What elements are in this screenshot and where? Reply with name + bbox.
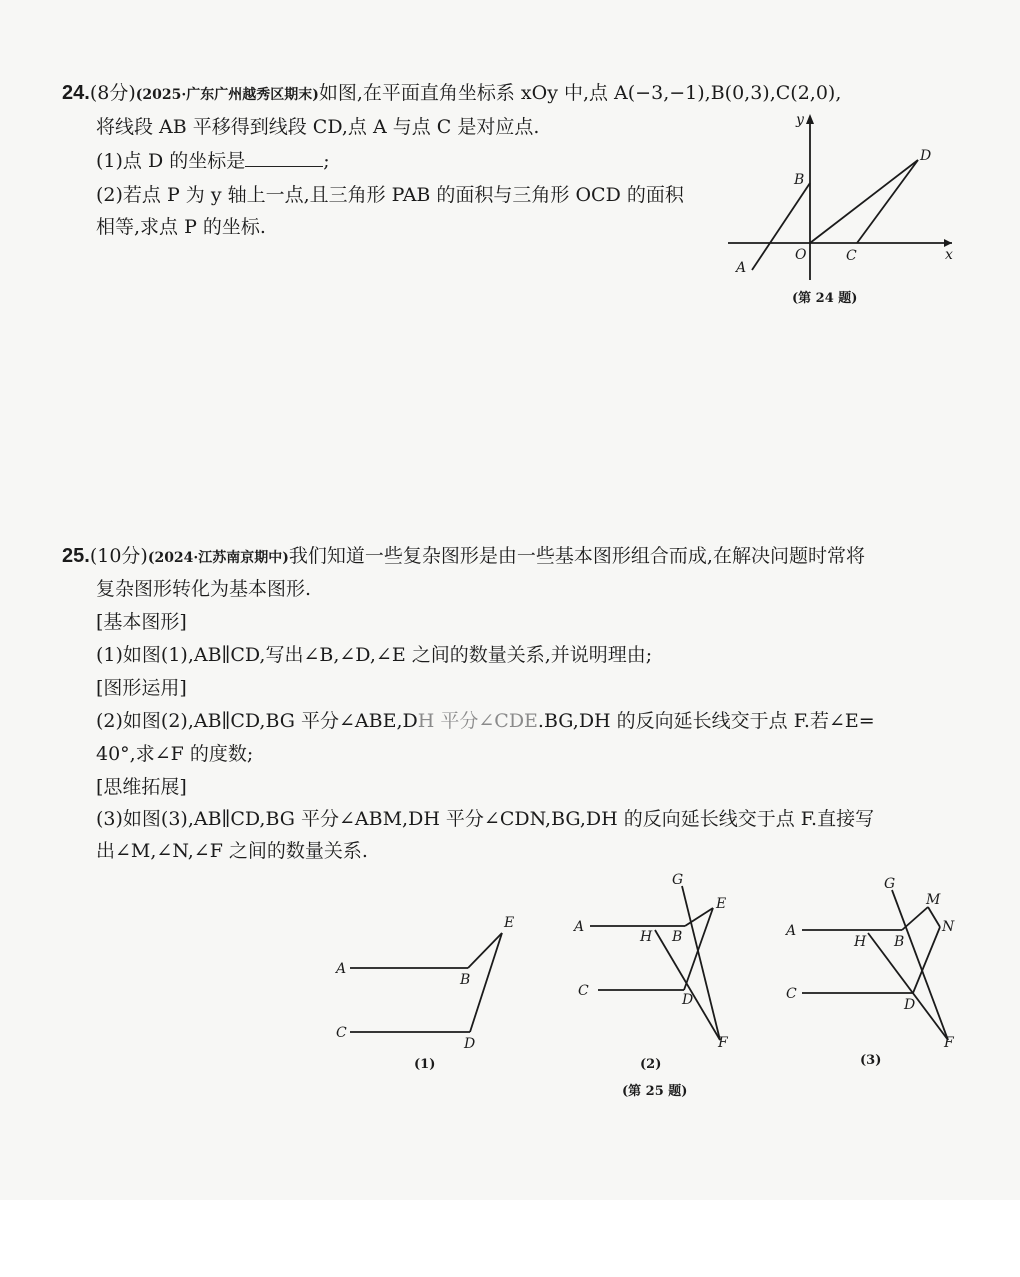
q24-score: (8分) <box>89 82 136 104</box>
label-x: x <box>945 247 953 263</box>
label-o: O <box>795 247 807 263</box>
label-d: D <box>682 992 694 1008</box>
q24-source: (2025·广东广州越秀区期末) <box>135 87 319 103</box>
q25-section2: [图形运用] <box>96 677 187 699</box>
q25-score: (10分) <box>89 545 148 567</box>
page-bottom-margin <box>0 1200 1020 1277</box>
label-d: D <box>920 148 932 164</box>
q25-part3-line1: (3)如图(3),AB∥CD,BG 平分∠ABM,DH 平分∠CDN,BG,DH 的反向延长线交于点 F.直接写 <box>96 808 875 830</box>
q25-part2-line2: 40°,求∠F 的度数; <box>96 743 254 765</box>
label-d: D <box>464 1036 476 1052</box>
label-d: D <box>904 997 916 1013</box>
q24-part1-text: (1)点 D 的坐标是 <box>96 150 246 172</box>
label-b: B <box>672 929 683 945</box>
label-f: F <box>718 1035 728 1051</box>
line-hf <box>655 930 720 1040</box>
label-b: B <box>460 972 471 988</box>
q25-figure-1 <box>330 900 530 1075</box>
q24-part1 <box>96 148 330 174</box>
q25-part1: (1)如图(1),AB∥CD,写出∠B,∠D,∠E 之间的数量关系,并说明理由; <box>96 644 653 666</box>
q24-line2: 将线段 AB 平移得到线段 CD,点 A 与点 C 是对应点. <box>96 116 540 138</box>
q24-part1-end: ; <box>323 150 330 172</box>
label-c: C <box>786 986 797 1002</box>
q25-source: (2024·江苏南京期中) <box>147 550 289 566</box>
q25-figure-1-caption: (1) <box>414 1057 436 1072</box>
line-gf <box>892 890 948 1040</box>
q24-line1 <box>62 80 841 108</box>
line-hf <box>868 933 948 1040</box>
label-b: B <box>794 172 805 188</box>
label-f: F <box>944 1035 954 1051</box>
label-e: E <box>716 896 727 912</box>
line-gf <box>682 886 720 1040</box>
label-c: C <box>846 248 857 264</box>
q24-figure <box>720 108 965 308</box>
q25-caption: (第 25 题) <box>622 1084 688 1099</box>
label-a: A <box>736 260 747 276</box>
segment-cd <box>857 160 918 243</box>
x-axis-arrow <box>944 239 952 247</box>
q25-line1 <box>62 543 865 571</box>
label-h: H <box>640 929 653 945</box>
q24-intro: 如图,在平面直角坐标系 xOy 中,点 A(−3,−1),B(0,3),C(2,0), <box>318 82 842 104</box>
label-y: y <box>796 112 804 128</box>
segment-od <box>810 160 918 243</box>
q25-part2-a: (2)如图(2),AB∥CD,BG 平分∠ABE,D <box>96 710 418 732</box>
q25-line2: 复杂图形转化为基本图形. <box>96 578 312 600</box>
q24-number: 24. <box>62 82 90 104</box>
q25-section3: [思维拓展] <box>96 776 187 798</box>
segment-ed <box>684 908 713 990</box>
label-a: A <box>574 919 585 935</box>
q24-caption: (第 24 题) <box>792 291 858 306</box>
q25-caption-wrap <box>600 1078 720 1102</box>
q24-part2-line1: (2)若点 P 为 y 轴上一点,且三角形 PAB 的面积与三角形 OCD 的面积 <box>96 184 684 206</box>
segment-ed <box>470 933 502 1032</box>
label-a: A <box>336 961 347 977</box>
answer-blank <box>245 148 323 167</box>
label-e: E <box>504 915 515 931</box>
q24-part2-line2: 相等,求点 P 的坐标. <box>96 216 266 238</box>
q25-figure-2-caption: (2) <box>640 1057 662 1072</box>
q25-intro: 我们知道一些复杂图形是由一些基本图形组合而成,在解决问题时常将 <box>288 545 865 567</box>
y-axis-arrow <box>806 114 814 124</box>
q25-figure-3-caption: (3) <box>860 1053 882 1068</box>
label-b: B <box>894 934 905 950</box>
q25-figure-3 <box>780 870 980 1075</box>
q25-section1: [基本图形] <box>96 611 187 633</box>
q25-part2-line1 <box>96 708 875 734</box>
label-n: N <box>942 919 955 935</box>
label-g: G <box>672 872 684 888</box>
q25-part2-gray: H 平分∠CDE <box>417 710 538 732</box>
label-g: G <box>884 876 896 892</box>
label-h: H <box>854 934 867 950</box>
q25-part2-b: .BG,DH 的反向延长线交于点 F.若∠E= <box>537 710 875 732</box>
segment-mn <box>928 907 940 927</box>
label-c: C <box>578 983 589 999</box>
q25-part3-line2: 出∠M,∠N,∠F 之间的数量关系. <box>96 840 368 862</box>
label-m: M <box>926 892 941 908</box>
q25-figure-2 <box>560 860 760 1075</box>
q25-number: 25. <box>62 545 90 567</box>
label-c: C <box>336 1025 347 1041</box>
label-a: A <box>786 923 797 939</box>
